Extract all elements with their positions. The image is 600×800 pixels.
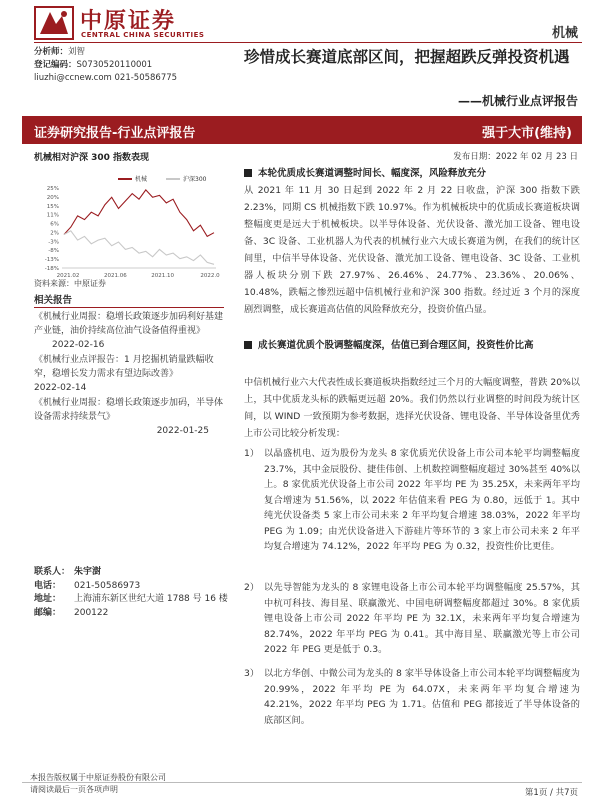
report-header [0, 0, 600, 52]
y-tick-label: 20% [46, 194, 59, 201]
analyst-contact: liuzhi@ccnew.com 021-50586775 [34, 73, 178, 83]
list-item [244, 666, 580, 728]
report-title: 珍惜成长赛道底部区间，把握超跌反弹投资机遇 [244, 47, 570, 66]
phone-label: 电话： [34, 580, 62, 591]
related-report-title: 《机械行业点评报告：1 月挖掘机销量跌幅收窄，稳增长发力需求有望边际改善》 [34, 355, 214, 379]
y-tick-label: 15% [46, 203, 59, 210]
section1-heading-text: 本轮优质成长赛道调整时间长、幅度深，风险释放充分 [258, 168, 487, 179]
contact-person: 朱宇澍 [74, 567, 102, 577]
section1-paragraph: 从 2021 年 11 月 30 日起到 2022 年 2 月 22 日收盘，沪深 300 指数下跌 2.23%，同期 CS 机械指数下跌 10.97%。作为机械板块中的优质成长赛道板块调整幅度更是远大于机械板块。以半导体设备、光伏设备、激光加工设备、锂电设备、3C 设备、工业机器人为代表的机械行业六大成长赛道为例，在我们的统计区间里，中信半导体设备、光伏设备、激光加工设备、锂电设备、3C 设备、工业机器人板块分别下跌 27.97%、26.46%、24.77%、23.36%、20.06%、10.48%，跌幅之惨烈远超中信机械行业和沪深 300 指数。经过近 3 个月的深度剧烈调整，成长赛道高估值的风险释放充分，投资价值凸显。 [244, 185, 580, 315]
list-text: 以北方华创、中微公司为龙头的 8 家半导体设备上市公司本轮平均调整幅度为 20.99%，2022 年平均 PE 为 64.07X，未来两年平均复合增速为 42.21%，2022 年平均 PEG 为 1.71。估值和 PEG 都接近了半导体设备的底部区间。 [264, 668, 580, 726]
registration-code: S0730520110001 [76, 60, 153, 70]
registration-label: 登记编码： [34, 60, 77, 70]
related-reports-title: 相关报告 [34, 295, 73, 306]
y-tick-label: -3% [48, 239, 59, 246]
performance-chart [34, 164, 224, 292]
report-type: 证券研究报告-行业点评报告 [34, 126, 196, 141]
header-rule [34, 42, 582, 43]
x-tick-label: 2021.06 [103, 273, 127, 279]
phone-value: 021-50586973 [74, 580, 141, 591]
zip-value: 200122 [74, 607, 109, 618]
address-label: 地址： [34, 594, 62, 604]
rating: 强于大市(维持) [482, 126, 572, 141]
sidebar [34, 150, 228, 618]
related-report[interactable] [34, 310, 229, 352]
sector-label: 机械 [551, 26, 578, 41]
disclaimer-link[interactable]: 请阅读最后一页各项声明 [30, 785, 118, 794]
x-tick-label: 2021.10 [151, 273, 175, 279]
analyst-info [34, 46, 177, 85]
y-tick-label: -8% [48, 248, 59, 255]
list-text: 以先导智能为龙头的 8 家锂电设备上市公司本轮平均调整幅度 25.57%，其中杭可科技、海目星、联赢激光、中国电研调整幅度都超过 30%。8 家优质锂电设备上市公司 2022 年平均 PE 为 32.1X，未来两年平均复合增速为 82.74%，2022 年平均 PEG 为 0.41。其中海目星、联赢激光等上市公司 2022 年 PEG 更是低于 0.3。 [264, 582, 580, 655]
logo-text-cn: 中原证券 [80, 9, 177, 34]
footer-notice [30, 772, 166, 796]
related-report[interactable] [34, 353, 229, 395]
related-report-date: 2022-02-16 [52, 340, 105, 350]
list-number: 1） [244, 448, 260, 459]
report-banner [22, 116, 582, 144]
y-tick-label: 2% [50, 230, 59, 237]
chart-title: 机械相对沪深 300 指数表现 [34, 153, 150, 163]
y-tick-label: 6% [50, 221, 59, 228]
y-tick-label: 25% [46, 186, 59, 192]
analyst-label: 分析师： [34, 47, 69, 57]
contact-person-label: 联系人： [34, 567, 71, 577]
section2-paragraph: 中信机械行业六大代表性成长赛道板块指数经过三个月的大幅度调整，普跌 20%以上，其中优质龙头标的跌幅更远超 20%。我们仍然以行业调整的时间段为统计区间，以 WIND 一致预期为参考数据，选择光伏设备、锂电设备、半导体设备里优秀上市公司比较分析发现： [244, 377, 580, 439]
related-report-date: 2022-02-14 [34, 383, 87, 393]
legend-label: 机械 [135, 176, 148, 183]
list-item [244, 446, 580, 555]
section2-heading [244, 338, 580, 353]
y-tick-label: 11% [46, 212, 59, 219]
company-logo-icon [34, 6, 74, 40]
x-tick-label: 2021.02 [56, 273, 80, 279]
y-tick-label: -18% [44, 266, 59, 272]
list-text: 以晶盛机电、迈为股份为龙头 8 家优质光伏设备上市公司本轮平均调整幅度 23.7%，其中金辰股份、捷佳伟创、上机数控调整幅度超过 30%甚至 40%以上。8 家优质光伏设备上市公司 2022 年平均 PE 为 35.25X，未来两年平均复合增速为 51.56%，以 2022 年估值来看 PEG 为 0.80，远低于 1。其中纯光伏设备类 5 家上市公司未来 2 年平均复合增速 38.03%，2022 年平均 PEG 为 1.09；由光伏设备进入下游硅片等环节的 3 家上市公司未来 2 年平均复合增速为 74.12%，2022 年平均 PEG 为 0.32，投资性价比更佳。 [264, 448, 580, 552]
related-report-date: 2022-01-25 [156, 426, 209, 436]
related-report-title: 《机械行业周报：稳增长政策逐步加码，半导体设备需求持续景气》 [34, 398, 224, 422]
list-number: 3） [244, 668, 260, 679]
address-value: 上海浦东新区世纪大道 1788 号 16 楼 [74, 594, 228, 604]
zip-label: 邮编： [34, 607, 62, 618]
related-report-title: 《机械行业周报：稳增长政策逐步加码利好基建产业链，油价持续高位油气设备值得重视》 [34, 312, 224, 336]
related-report[interactable] [34, 396, 229, 438]
contact-block [34, 566, 234, 620]
section2-heading-text: 成长赛道优质个股调整幅度深，估值已到合理区间，投资性价比高 [258, 340, 534, 351]
legend-label: 沪深300 [183, 176, 207, 183]
copyright-text: 本报告版权属于中原证券股份有限公司 [30, 773, 166, 782]
page-number: 第1页 / 共7页 [524, 788, 578, 798]
series-line [64, 231, 214, 264]
y-tick-label: -13% [44, 257, 59, 264]
analyst-name: 刘智 [68, 47, 86, 57]
related-reports-list [34, 310, 229, 439]
related-rule [34, 307, 224, 308]
publish-date: 发布日期：2022 年 02 月 23 日 [453, 152, 578, 162]
list-number: 2） [244, 582, 260, 593]
section1-heading [244, 166, 486, 181]
x-tick-label: 2022.0 [200, 273, 220, 279]
list-item [244, 580, 580, 658]
bullet-square-icon [244, 341, 252, 349]
bullet-square-icon [244, 169, 252, 177]
logo-text-en: CENTRAL CHINA SECURITIES [81, 31, 205, 39]
series-line [64, 190, 214, 237]
report-subtitle: ——机械行业点评报告 [457, 94, 578, 108]
chart-source: 资料来源：中原证券 [34, 279, 106, 288]
